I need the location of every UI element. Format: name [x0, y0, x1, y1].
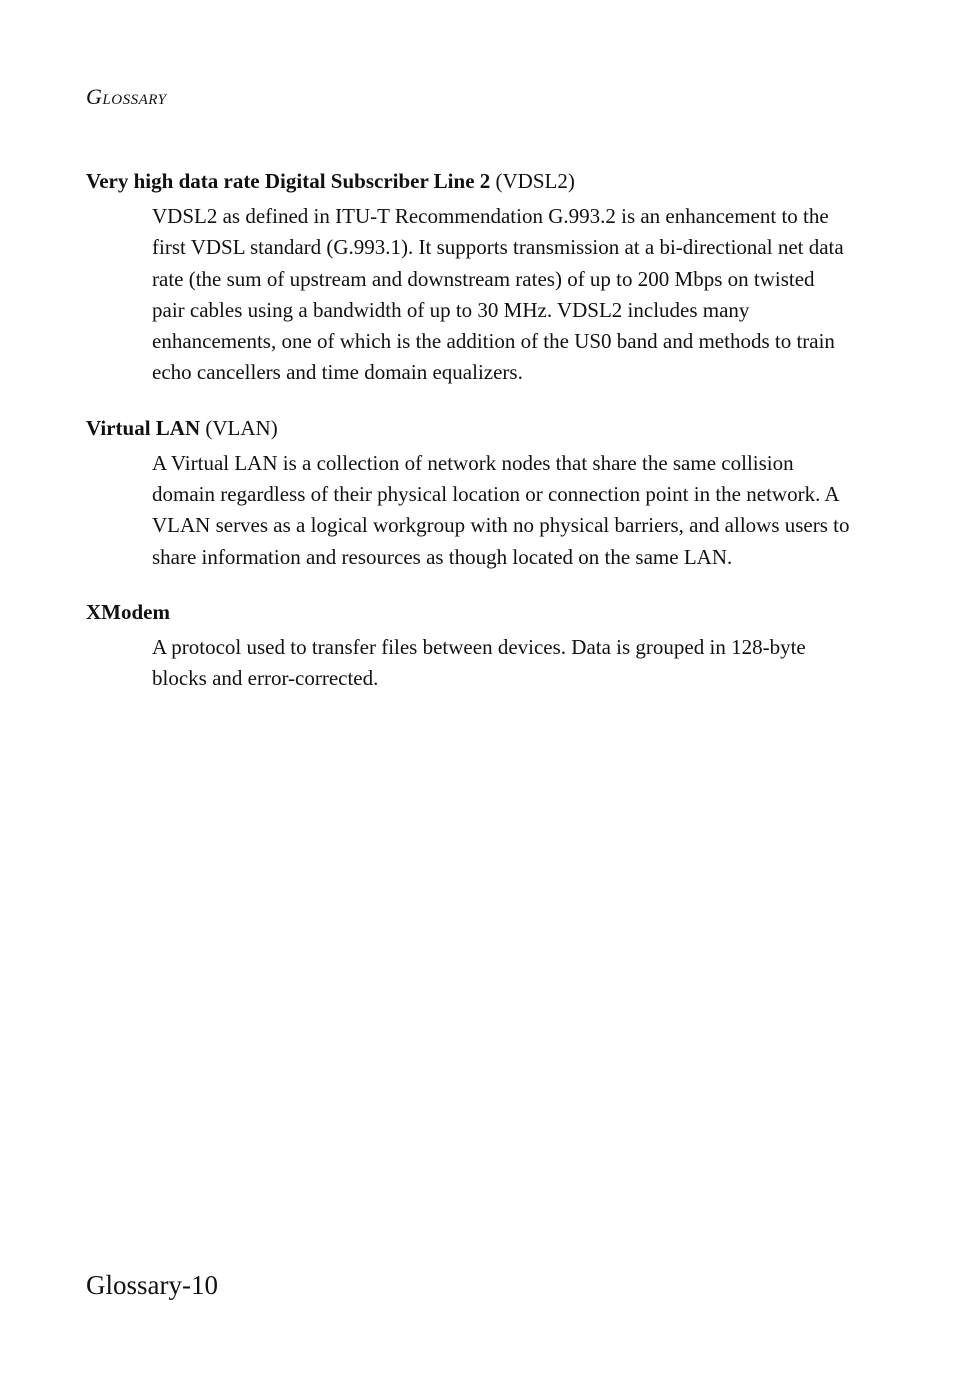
- term-definition: VDSL2 as defined in ITU-T Recommendation G.993.2 is an enhancement to the first VDSL standard (G.993.1). It supports transmission at a bi-directional net data rate (the sum of upstream and downstream rates) of up to 200 Mbps on twisted pair cables using a bandwidth of up to 30 MHz. VDSL2 includes many enhancements, one of which is the addition of the US0 band and methods to train echo cancellers and time domain equalizers.: [152, 204, 844, 385]
- term-abbreviation: (VLAN): [200, 415, 278, 440]
- term-name: Very high data rate Digital Subscriber Line 2: [86, 169, 491, 193]
- glossary-entry-xmodem: [86, 597, 856, 695]
- glossary-entry-vlan: [86, 413, 856, 573]
- term-name: Virtual LAN: [86, 415, 201, 440]
- glossary-term: [86, 413, 856, 444]
- term-definition: A Virtual LAN is a collection of network nodes that share the same collision domain regardless of their physical location or connection point in the network. A VLAN serves as a logical workgroup with no physical barriers, and allows users to share information and resources as though located on the same LAN.: [152, 450, 850, 569]
- glossary-entries: [86, 166, 856, 719]
- running-header: Glossary: [86, 84, 167, 109]
- page-number: Glossary-10: [86, 1270, 218, 1300]
- glossary-entry-vdsl2: [86, 166, 856, 389]
- term-name: XModem: [86, 599, 170, 624]
- term-abbreviation: (VDSL2): [490, 169, 575, 193]
- glossary-term: [86, 166, 856, 197]
- term-definition: A protocol used to transfer files between devices. Data is grouped in 128-byte blocks and error-corrected.: [152, 634, 806, 691]
- glossary-term: [86, 597, 856, 628]
